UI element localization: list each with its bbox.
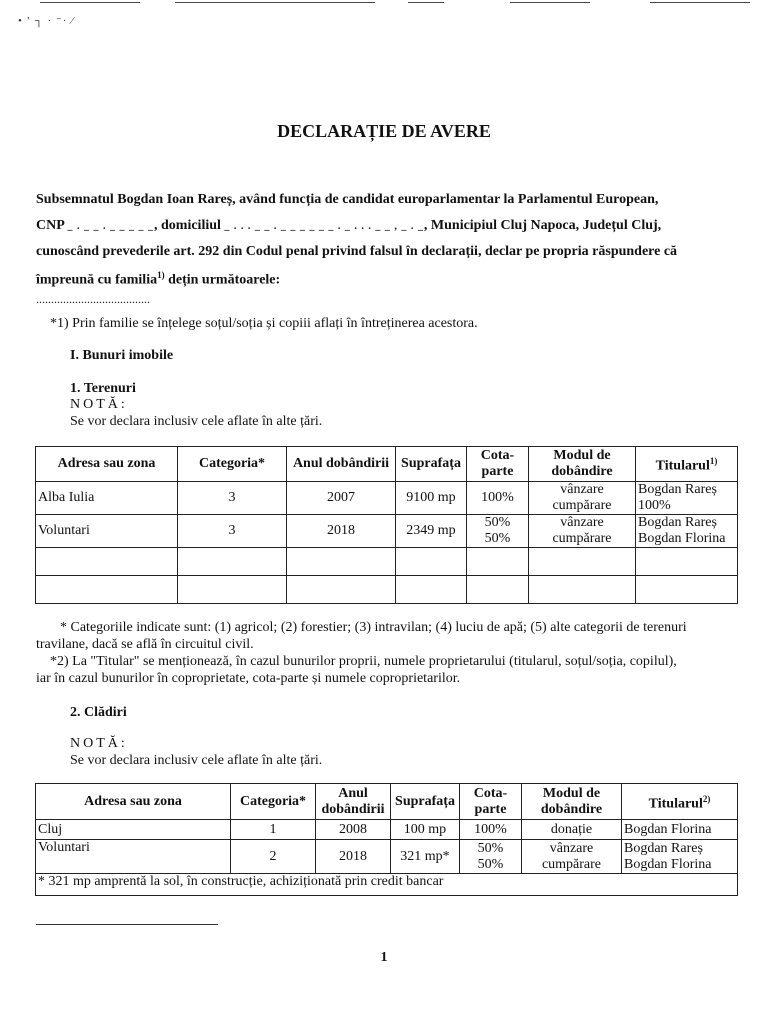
titular-header: Titularul [655,458,710,474]
cell-cota: 100% [467,482,529,515]
cell-titular [622,840,738,874]
cell-adresa: Voluntari [36,840,231,874]
cell-modul [522,840,622,874]
cnp-redacted: _ . _ _ . _ _ _ _ _ [67,221,154,232]
cota-line: 50% [477,856,504,872]
col-header: Modul de dobândire [522,784,622,820]
top-rule [510,2,590,3]
col-header: Categoria* [178,447,287,482]
col-header: Cota-parte [460,784,522,820]
family-text: împreună cu familia [36,272,158,288]
declaration-line-3: cunoscând prevederile art. 292 din Codul penal privind falsul în declarații, declar pe propria răspundere că [36,244,678,259]
modul-line: vânzare [560,482,604,497]
nota-label: NOTĂ: [70,397,128,412]
top-rule [408,2,444,3]
cell-categoria: 3 [178,515,287,548]
declaration-line-4 [36,270,280,289]
cell-modul [529,482,636,515]
col-header: Cota-parte [467,447,529,482]
footnote-ref: 1) [709,456,718,467]
categories-note-cont: travilane, dacă se află în circuitul civil. [36,637,254,652]
page-number: 1 [380,950,388,965]
cell-suprafata: 2349 mp [396,515,467,548]
col-header: Suprafața [391,784,460,820]
cnp-label: CNP [36,218,64,233]
titular-line: Bogdan Florina [624,856,712,872]
table-row [36,482,738,515]
top-rule [650,2,750,3]
titular-line: 100% [638,498,671,513]
col-header [622,784,738,820]
cell-suprafata: 9100 mp [396,482,467,515]
table-footnote-row [36,874,738,896]
table-row [36,820,738,840]
cell-modul [529,515,636,548]
domiciliu-label: , domiciliul [154,218,221,233]
cell-categoria: 2 [231,840,316,874]
titular-line: Bogdan Rareș [638,515,717,530]
nota-text: Se vor declara inclusiv cele aflate în alte țări. [70,753,323,768]
titular-header: Titularul [648,796,703,812]
col-header: Anul dobândirii [316,784,391,820]
col-header [636,447,738,482]
cell-anul: 2007 [287,482,396,515]
modul-line: vânzare [560,515,604,530]
footnote-separator [36,924,218,925]
footnote-ref: 2) [702,793,711,804]
nota-text: Se vor declara inclusiv cele aflate în alte țări. [70,414,323,429]
categories-note: * Categoriile indicate sunt: (1) agricol; (2) forestier; (3) intravilan; (4) luciu de apă; (5) alte categorii de terenuri [60,620,687,635]
titular-note-cont: iar în cazul bunurilor în coproprietate, cota-parte și numele coproprietarilor. [36,671,461,686]
col-header: Adresa sau zona [36,447,178,482]
table-row-empty [36,548,738,576]
land-table [35,446,738,604]
modul-line: vânzare [549,840,594,856]
top-rule [40,2,140,3]
address-redacted: _ . . . _ _ . _ _ _ _ _ _ . _ . . . _ _ , _ . _ [224,221,424,232]
cota-line: 50% [484,531,511,546]
top-rule [175,2,375,3]
declaration-line-2 [36,218,661,234]
table-row [36,515,738,548]
nota-label: NOTĂ: [70,736,128,751]
buildings-footnote: * 321 mp amprentă la sol, în construcție, achiziționată prin credit bancar [36,874,738,896]
cell-titular: Bogdan Florina [622,820,738,840]
col-header: Suprafața [396,447,467,482]
cell-adresa: Alba Iulia [36,482,178,515]
titular-line: Bogdan Rareș [638,482,717,497]
modul-line: cumpărare [552,531,612,546]
dotted-line: ...................................... [36,292,150,306]
cell-categoria: 1 [231,820,316,840]
table-row-empty [36,576,738,604]
registration-stamp: • ‛ ┐ · ⁻· ⁄ [18,15,75,27]
col-header: Adresa sau zona [36,784,231,820]
modul-line: cumpărare [541,856,602,872]
cota-line: 50% [484,515,511,530]
cell-anul: 2018 [316,840,391,874]
cell-cota [467,515,529,548]
cell-modul: donație [522,820,622,840]
table-header-row [36,447,738,482]
subsection-heading-land: 1. Terenuri [70,381,136,396]
table-row [36,840,738,874]
cell-anul: 2008 [316,820,391,840]
col-header: Categoria* [231,784,316,820]
cell-titular [636,515,738,548]
declaration-line-1: Subsemnatul Bogdan Ioan Rareș, având funcția de candidat europarlamentar la Parlamentul European, [36,192,659,207]
cell-suprafata: 321 mp* [391,840,460,874]
footnote-ref: 1) [157,270,165,280]
buildings-table [35,783,738,896]
family-footnote: *1) Prin familie se înțelege soțul/soția și copiii aflați în întreținerea acestora. [50,316,478,331]
subsection-heading-buildings: 2. Clădiri [70,705,127,720]
cota-line: 50% [477,840,504,856]
modul-line: cumpărare [552,498,612,513]
titular-note: *2) La "Titular" se menționează, în cazul bunurilor proprii, numele proprietarului (titularul, soțul/soția, copilul), [50,654,677,669]
section-heading-immovable: I. Bunuri imobile [70,348,174,363]
titular-line: Bogdan Florina [638,531,726,546]
titular-line: Bogdan Rareș [624,840,703,856]
col-header: Modul de dobândire [529,447,636,482]
col-header: Anul dobândirii [287,447,396,482]
address-city: , Municipiul Cluj Napoca, Județul Cluj, [423,218,662,233]
cell-anul: 2018 [287,515,396,548]
cell-adresa: Voluntari [36,515,178,548]
document-title: DECLARAȚIE DE AVERE [277,121,491,141]
owns-text: dețin următoarele: [164,272,281,288]
table-header-row [36,784,738,820]
cell-categoria: 3 [178,482,287,515]
cell-suprafata: 100 mp [391,820,460,840]
cell-adresa: Cluj [36,820,231,840]
cell-titular [636,482,738,515]
cell-cota: 100% [460,820,522,840]
cell-cota [460,840,522,874]
